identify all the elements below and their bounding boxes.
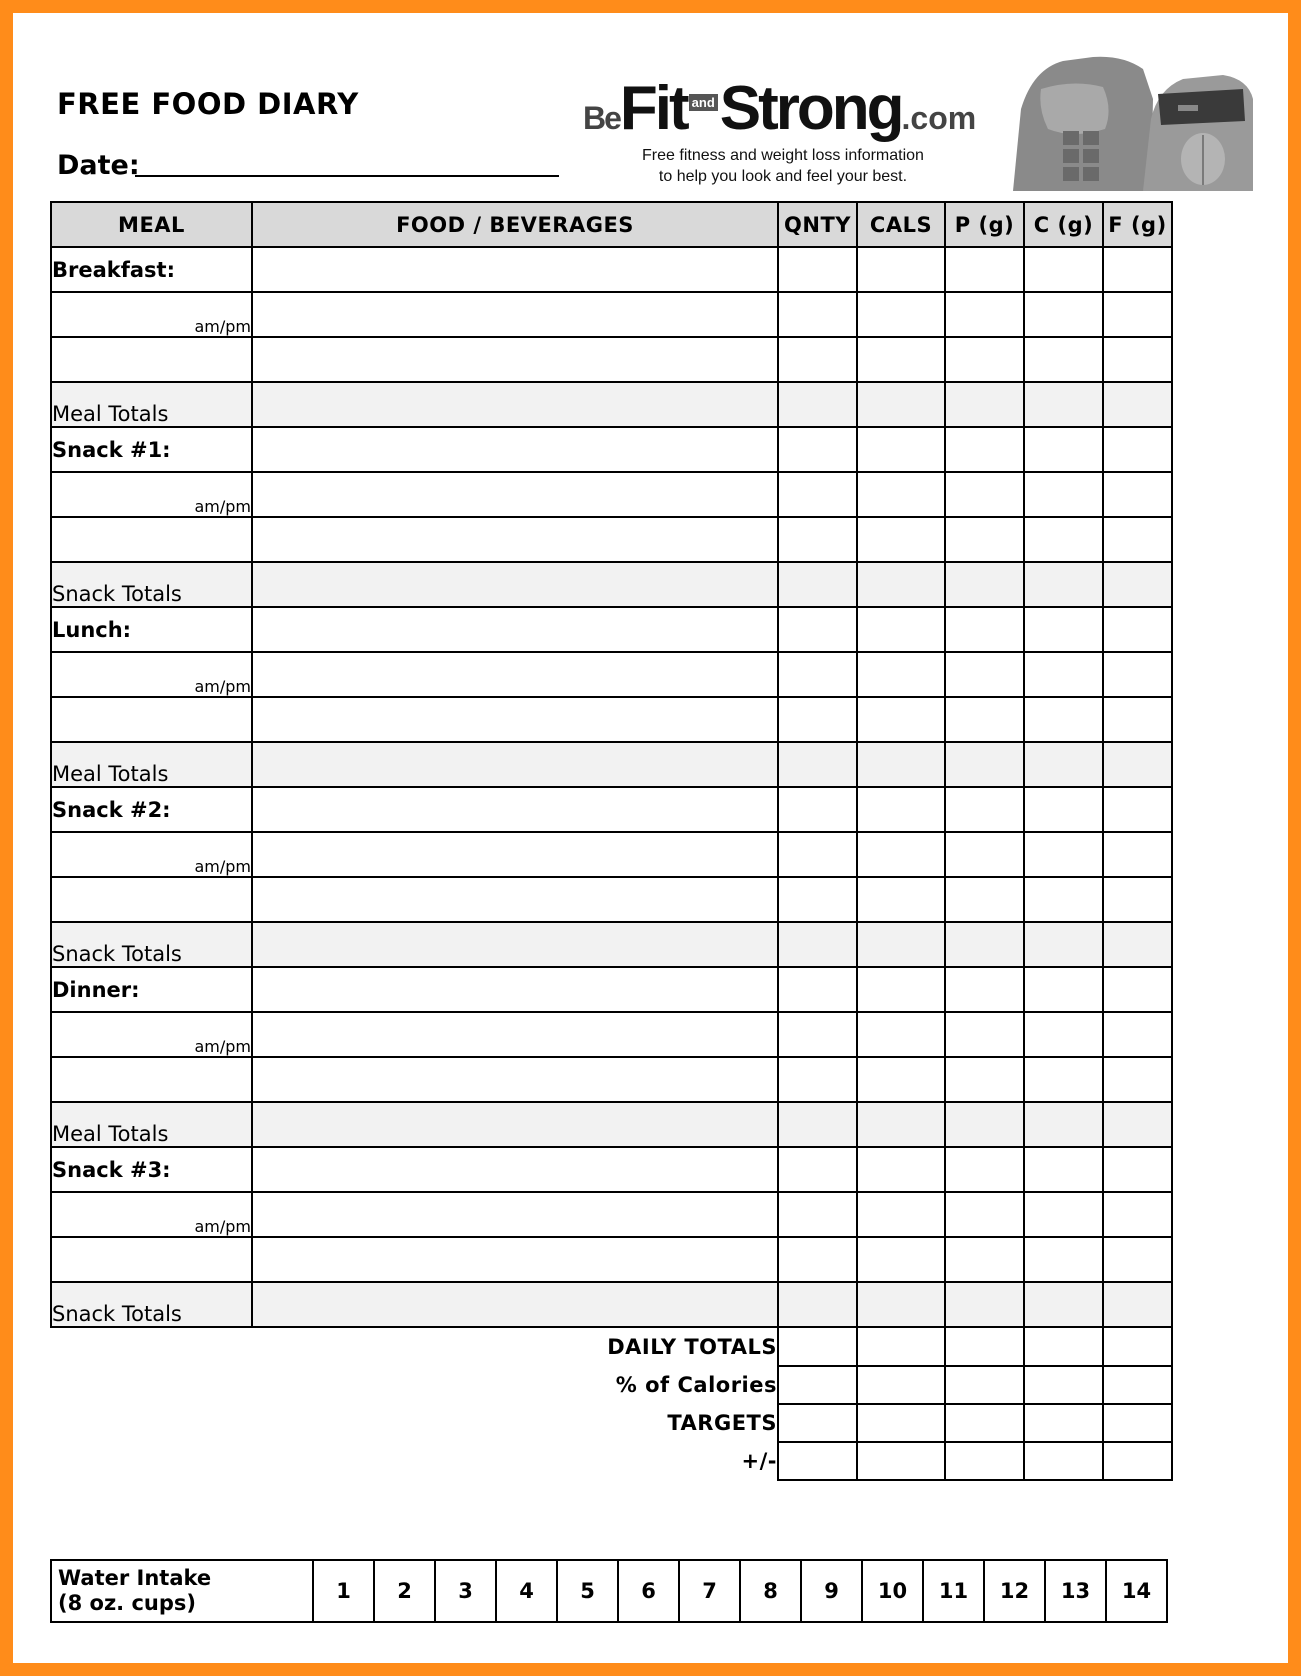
fat-cell[interactable] [1103, 427, 1172, 472]
entry-row [51, 697, 1172, 742]
food-cell[interactable] [252, 472, 778, 517]
carbs-cell[interactable] [1024, 1012, 1103, 1057]
qnty-cell[interactable] [778, 922, 857, 967]
protein-cell[interactable] [945, 472, 1024, 517]
carbs-cell[interactable] [1024, 1282, 1103, 1327]
cals-cell[interactable] [857, 877, 945, 922]
water-intake-label [51, 1560, 313, 1622]
food-cell[interactable] [252, 652, 778, 697]
water-cup-3[interactable]: 3 [435, 1560, 496, 1622]
totals-row [51, 562, 1172, 607]
water-cup-9[interactable]: 9 [801, 1560, 862, 1622]
qnty-cell[interactable] [778, 877, 857, 922]
food-cell[interactable] [252, 742, 778, 787]
food-cell[interactable] [252, 562, 778, 607]
qnty-cell[interactable] [778, 1057, 857, 1102]
food-cell[interactable] [252, 877, 778, 922]
fat-cell[interactable] [1103, 292, 1172, 337]
col-cals: CALS [857, 202, 945, 247]
totals-label: Snack Totals [51, 922, 252, 967]
protein-summary-cell[interactable] [945, 1366, 1024, 1404]
summary-row [51, 1366, 1172, 1404]
protein-cell[interactable] [945, 652, 1024, 697]
carbs-summary-cell[interactable] [1024, 1404, 1103, 1442]
cals-cell[interactable] [857, 1102, 945, 1147]
protein-summary-cell[interactable] [945, 1327, 1024, 1366]
fitness-models-photo [993, 49, 1253, 191]
meal-label: Dinner: [51, 967, 252, 1012]
totals-row [51, 382, 1172, 427]
carbs-cell[interactable] [1024, 1102, 1103, 1147]
qnty-cell[interactable] [778, 1102, 857, 1147]
carbs-cell[interactable] [1024, 1237, 1103, 1282]
protein-cell[interactable] [945, 1147, 1024, 1192]
fat-cell[interactable] [1103, 697, 1172, 742]
food-cell[interactable] [252, 427, 778, 472]
cals-cell[interactable] [857, 292, 945, 337]
fat-cell[interactable] [1103, 1012, 1172, 1057]
qnty-cell[interactable] [778, 427, 857, 472]
meal-label: Breakfast: [51, 247, 252, 292]
cals-cell[interactable] [857, 652, 945, 697]
col-meal: MEAL [51, 202, 252, 247]
qnty-cell[interactable] [778, 1192, 857, 1237]
protein-cell[interactable] [945, 607, 1024, 652]
carbs-cell[interactable] [1024, 922, 1103, 967]
water-cup-13[interactable]: 13 [1045, 1560, 1106, 1622]
qnty-summary-cell[interactable] [778, 1327, 857, 1366]
fat-cell[interactable] [1103, 1102, 1172, 1147]
water-cup-11[interactable]: 11 [923, 1560, 984, 1622]
qnty-cell[interactable] [778, 787, 857, 832]
qnty-summary-cell[interactable] [778, 1366, 857, 1404]
protein-cell[interactable] [945, 967, 1024, 1012]
col-food-beverages: FOOD / BEVERAGES [252, 202, 778, 247]
totals-row [51, 1102, 1172, 1147]
protein-cell[interactable] [945, 1282, 1024, 1327]
fat-cell[interactable] [1103, 337, 1172, 382]
carbs-cell[interactable] [1024, 562, 1103, 607]
fat-cell[interactable] [1103, 607, 1172, 652]
col-qnty: QNTY [778, 202, 857, 247]
water-intake-table [50, 1559, 1168, 1623]
totals-row [51, 1282, 1172, 1327]
carbs-cell[interactable] [1024, 1057, 1103, 1102]
cals-cell[interactable] [857, 427, 945, 472]
fat-cell[interactable] [1103, 382, 1172, 427]
cals-cell[interactable] [857, 337, 945, 382]
table-header-row [51, 202, 1172, 247]
qnty-cell[interactable] [778, 472, 857, 517]
qnty-cell[interactable] [778, 247, 857, 292]
fat-cell[interactable] [1103, 517, 1172, 562]
carbs-cell[interactable] [1024, 517, 1103, 562]
logo-strong: Strong [719, 74, 902, 143]
totals-label: Meal Totals [51, 1102, 252, 1147]
protein-summary-cell[interactable] [945, 1404, 1024, 1442]
time-field[interactable]: am/pm [51, 472, 252, 517]
totals-row [51, 742, 1172, 787]
meal-cell[interactable] [51, 337, 252, 382]
summary-row [51, 1327, 1172, 1366]
col-fat: F (g) [1103, 202, 1172, 247]
entry-row [51, 1237, 1172, 1282]
fat-cell[interactable] [1103, 1237, 1172, 1282]
qnty-cell[interactable] [778, 832, 857, 877]
logo-tagline-line-1: Free fitness and weight loss information [642, 147, 924, 164]
time-field[interactable]: am/pm [51, 292, 252, 337]
cals-cell[interactable] [857, 607, 945, 652]
summary-label: TARGETS [667, 1411, 777, 1435]
water-intake-label-line-2: (8 oz. cups) [58, 1591, 196, 1615]
logo-be: Be [583, 100, 620, 136]
cals-summary-cell[interactable] [857, 1442, 945, 1480]
logo-and: and [689, 94, 718, 111]
cals-cell[interactable] [857, 832, 945, 877]
logo-tagline-line-2: to help you look and feel your best. [658, 168, 908, 185]
cals-cell[interactable] [857, 247, 945, 292]
meal-cell[interactable] [51, 517, 252, 562]
qnty-cell[interactable] [778, 337, 857, 382]
fat-cell[interactable] [1103, 652, 1172, 697]
cals-summary-cell[interactable] [857, 1327, 945, 1366]
meal-cell[interactable] [51, 697, 252, 742]
carbs-summary-cell[interactable] [1024, 1442, 1103, 1480]
totals-label: Meal Totals [51, 382, 252, 427]
fat-cell[interactable] [1103, 562, 1172, 607]
food-cell[interactable] [252, 1057, 778, 1102]
qnty-cell[interactable] [778, 1012, 857, 1057]
carbs-cell[interactable] [1024, 337, 1103, 382]
page-title: FREE FOOD DIARY [57, 87, 359, 121]
summary-label: DAILY TOTALS [607, 1335, 777, 1359]
carbs-cell[interactable] [1024, 427, 1103, 472]
summary-label: % of Calories [615, 1373, 777, 1397]
entry-row [51, 1057, 1172, 1102]
fat-summary-cell[interactable] [1103, 1442, 1172, 1480]
protein-cell[interactable] [945, 1012, 1024, 1057]
cals-cell[interactable] [857, 1282, 945, 1327]
entry-row [51, 832, 1172, 877]
entry-row [51, 1012, 1172, 1057]
entry-row [51, 787, 1172, 832]
entry-row [51, 607, 1172, 652]
protein-cell[interactable] [945, 742, 1024, 787]
food-cell[interactable] [252, 247, 778, 292]
cals-cell[interactable] [857, 472, 945, 517]
col-protein: P (g) [945, 202, 1024, 247]
cals-cell[interactable] [857, 967, 945, 1012]
carbs-cell[interactable] [1024, 1192, 1103, 1237]
fat-summary-cell[interactable] [1103, 1404, 1172, 1442]
carbs-cell[interactable] [1024, 787, 1103, 832]
entry-row [51, 877, 1172, 922]
fat-cell[interactable] [1103, 877, 1172, 922]
meal-cell[interactable] [51, 1057, 252, 1102]
food-cell[interactable] [252, 787, 778, 832]
protein-cell[interactable] [945, 1192, 1024, 1237]
carbs-cell[interactable] [1024, 247, 1103, 292]
food-cell[interactable] [252, 382, 778, 427]
cals-cell[interactable] [857, 517, 945, 562]
protein-cell[interactable] [945, 517, 1024, 562]
protein-cell[interactable] [945, 1102, 1024, 1147]
meal-cell[interactable] [51, 1237, 252, 1282]
carbs-summary-cell[interactable] [1024, 1366, 1103, 1404]
fat-cell[interactable] [1103, 247, 1172, 292]
cals-cell[interactable] [857, 787, 945, 832]
totals-label: Snack Totals [51, 1282, 252, 1327]
carbs-cell[interactable] [1024, 607, 1103, 652]
cals-summary-cell[interactable] [857, 1366, 945, 1404]
water-cup-14[interactable]: 14 [1106, 1560, 1167, 1622]
water-cup-4[interactable]: 4 [496, 1560, 557, 1622]
protein-cell[interactable] [945, 247, 1024, 292]
water-cup-5[interactable]: 5 [557, 1560, 618, 1622]
totals-row [51, 922, 1172, 967]
carbs-summary-cell[interactable] [1024, 1327, 1103, 1366]
qnty-cell[interactable] [778, 652, 857, 697]
protein-cell[interactable] [945, 877, 1024, 922]
time-field[interactable]: am/pm [51, 652, 252, 697]
cals-cell[interactable] [857, 1012, 945, 1057]
qnty-summary-cell[interactable] [778, 1404, 857, 1442]
qnty-cell[interactable] [778, 697, 857, 742]
water-cup-6[interactable]: 6 [618, 1560, 679, 1622]
date-field[interactable] [135, 175, 559, 177]
fat-cell[interactable] [1103, 1282, 1172, 1327]
fat-cell[interactable] [1103, 1147, 1172, 1192]
food-cell[interactable] [252, 697, 778, 742]
time-field[interactable]: am/pm [51, 1192, 252, 1237]
meal-label: Lunch: [51, 607, 252, 652]
qnty-cell[interactable] [778, 1147, 857, 1192]
fat-cell[interactable] [1103, 967, 1172, 1012]
water-cup-12[interactable]: 12 [984, 1560, 1045, 1622]
meal-label: Snack #2: [51, 787, 252, 832]
water-intake-row [51, 1560, 1167, 1622]
entry-row [51, 652, 1172, 697]
logo-tagline [583, 145, 983, 187]
entry-row [51, 472, 1172, 517]
protein-cell[interactable] [945, 562, 1024, 607]
meal-cell[interactable] [51, 877, 252, 922]
col-carbs: C (g) [1024, 202, 1103, 247]
protein-cell[interactable] [945, 922, 1024, 967]
totals-label: Meal Totals [51, 742, 252, 787]
qnty-summary-cell[interactable] [778, 1442, 857, 1480]
fat-summary-cell[interactable] [1103, 1366, 1172, 1404]
qnty-cell[interactable] [778, 382, 857, 427]
food-cell[interactable] [252, 292, 778, 337]
fat-cell[interactable] [1103, 1192, 1172, 1237]
cals-summary-cell[interactable] [857, 1404, 945, 1442]
water-cup-8[interactable]: 8 [740, 1560, 801, 1622]
carbs-cell[interactable] [1024, 472, 1103, 517]
fat-cell[interactable] [1103, 742, 1172, 787]
cals-cell[interactable] [857, 1057, 945, 1102]
protein-cell[interactable] [945, 787, 1024, 832]
food-cell[interactable] [252, 1237, 778, 1282]
time-field[interactable]: am/pm [51, 832, 252, 877]
cals-cell[interactable] [857, 1147, 945, 1192]
cals-cell[interactable] [857, 1192, 945, 1237]
water-cup-10[interactable]: 10 [862, 1560, 923, 1622]
food-cell[interactable] [252, 1012, 778, 1057]
cals-cell[interactable] [857, 1237, 945, 1282]
food-cell[interactable] [252, 1282, 778, 1327]
carbs-cell[interactable] [1024, 742, 1103, 787]
food-cell[interactable] [252, 517, 778, 562]
befitandstrong-logo [583, 73, 983, 193]
entry-row [51, 427, 1172, 472]
fat-summary-cell[interactable] [1103, 1327, 1172, 1366]
entry-row [51, 292, 1172, 337]
protein-cell[interactable] [945, 832, 1024, 877]
carbs-cell[interactable] [1024, 832, 1103, 877]
summary-row [51, 1442, 1172, 1480]
meal-label: Snack #1: [51, 427, 252, 472]
food-diary-page [13, 13, 1288, 1663]
entry-row [51, 1192, 1172, 1237]
carbs-cell[interactable] [1024, 967, 1103, 1012]
qnty-cell[interactable] [778, 1237, 857, 1282]
qnty-cell[interactable] [778, 1282, 857, 1327]
food-cell[interactable] [252, 607, 778, 652]
summary-row [51, 1404, 1172, 1442]
protein-cell[interactable] [945, 1057, 1024, 1102]
carbs-cell[interactable] [1024, 382, 1103, 427]
water-cup-1[interactable]: 1 [313, 1560, 374, 1622]
protein-cell[interactable] [945, 427, 1024, 472]
date-label: Date: [57, 150, 140, 181]
fat-cell[interactable] [1103, 922, 1172, 967]
entry-row [51, 967, 1172, 1012]
fat-cell[interactable] [1103, 832, 1172, 877]
fat-cell[interactable] [1103, 1057, 1172, 1102]
protein-cell[interactable] [945, 697, 1024, 742]
carbs-cell[interactable] [1024, 652, 1103, 697]
carbs-cell[interactable] [1024, 697, 1103, 742]
food-cell[interactable] [252, 337, 778, 382]
cals-cell[interactable] [857, 697, 945, 742]
water-cup-2[interactable]: 2 [374, 1560, 435, 1622]
carbs-cell[interactable] [1024, 292, 1103, 337]
qnty-cell[interactable] [778, 607, 857, 652]
water-cup-7[interactable]: 7 [679, 1560, 740, 1622]
protein-cell[interactable] [945, 382, 1024, 427]
carbs-cell[interactable] [1024, 877, 1103, 922]
protein-summary-cell[interactable] [945, 1442, 1024, 1480]
qnty-cell[interactable] [778, 562, 857, 607]
fat-cell[interactable] [1103, 472, 1172, 517]
summary-label: +/- [741, 1449, 777, 1473]
food-cell[interactable] [252, 832, 778, 877]
food-cell[interactable] [252, 922, 778, 967]
cals-cell[interactable] [857, 562, 945, 607]
qnty-cell[interactable] [778, 292, 857, 337]
qnty-cell[interactable] [778, 742, 857, 787]
food-cell[interactable] [252, 1102, 778, 1147]
cals-cell[interactable] [857, 742, 945, 787]
carbs-cell[interactable] [1024, 1147, 1103, 1192]
protein-cell[interactable] [945, 337, 1024, 382]
cals-cell[interactable] [857, 382, 945, 427]
time-field[interactable]: am/pm [51, 1012, 252, 1057]
protein-cell[interactable] [945, 292, 1024, 337]
entry-row [51, 1147, 1172, 1192]
protein-cell[interactable] [945, 1237, 1024, 1282]
food-diary-table [50, 201, 1173, 1481]
cals-cell[interactable] [857, 922, 945, 967]
qnty-cell[interactable] [778, 517, 857, 562]
logo-com: .com [901, 100, 977, 136]
totals-label: Snack Totals [51, 562, 252, 607]
entry-row [51, 337, 1172, 382]
entry-row [51, 247, 1172, 292]
food-cell[interactable] [252, 967, 778, 1012]
food-cell[interactable] [252, 1147, 778, 1192]
entry-row [51, 517, 1172, 562]
logo-fit: Fit [619, 74, 687, 143]
qnty-cell[interactable] [778, 967, 857, 1012]
meal-label: Snack #3: [51, 1147, 252, 1192]
food-cell[interactable] [252, 1192, 778, 1237]
fat-cell[interactable] [1103, 787, 1172, 832]
water-intake-label-line-1: Water Intake [58, 1566, 212, 1590]
